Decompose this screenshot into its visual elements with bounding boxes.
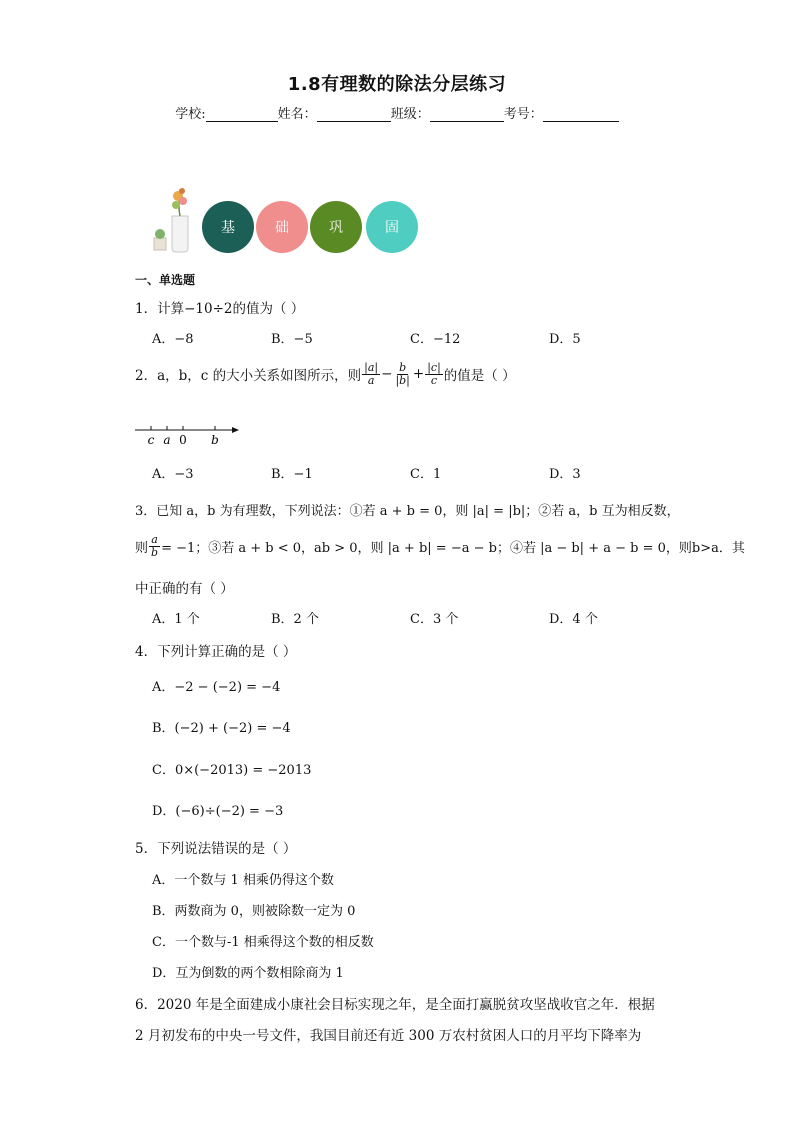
q4-option-a[interactable]: A．−2 − (−2) = −4	[152, 680, 281, 695]
vase-plant-icon	[150, 186, 200, 256]
q4-option-c[interactable]: C．0×(−2013) = −2013	[152, 763, 312, 778]
q2-option-d[interactable]: D．3	[549, 467, 581, 482]
question-2-stem	[135, 362, 516, 386]
axis-label-b: b	[211, 433, 219, 447]
student-info-line	[0, 103, 794, 122]
q3-option-a[interactable]: A．1 个	[152, 612, 200, 627]
badge-circle-2	[256, 201, 308, 253]
question-3-line-1: 3．已知 a，b 为有理数，下列说法：①若 a + b = 0，则 |a| = |b|；②若 a，b 互为相反数，	[135, 504, 680, 519]
question-3-line-3: 中正确的有（ ）	[135, 581, 234, 597]
q2-stem-start: 2．a，b，c 的大小关系如图所示，则	[135, 368, 362, 385]
question-4-stem: 4．下列计算正确的是（ ）	[135, 644, 297, 660]
class-label: 班级：	[390, 107, 430, 122]
q5-option-c[interactable]: C．一个数与-1 相乘得这个数的相反数	[152, 935, 374, 950]
badge-circle-3	[310, 201, 362, 253]
question-3-line-2	[135, 534, 745, 558]
q1-option-d[interactable]: D．5	[549, 332, 581, 347]
school-label: 学校:	[175, 107, 206, 122]
class-blank[interactable]	[430, 109, 504, 122]
q3-fraction: $\frac{a}{b}$	[151, 533, 159, 559]
q1-option-b[interactable]: B．−5	[271, 332, 313, 347]
q1-option-c[interactable]: C．−12	[410, 332, 461, 347]
question-6-line-2: 2 月初发布的中央一号文件，我国目前还有近 300 万农村贫困人口的月平均下降率为	[135, 1028, 642, 1044]
q3-line2-start: 则	[135, 540, 149, 556]
name-blank[interactable]	[317, 109, 391, 122]
q2-minus-sign: −	[381, 366, 393, 383]
q2-fraction-2: $\frac{b}{|b|}$	[395, 361, 410, 387]
question-5-stem: 5．下列说法错误的是（ ）	[135, 841, 297, 857]
name-label: 姓名：	[277, 107, 317, 122]
q5-option-b[interactable]: B．两数商为 0，则被除数一定为 0	[152, 904, 356, 919]
q2-stem-end: 的值是（ ）	[443, 368, 516, 385]
q5-option-a[interactable]: A．一个数与 1 相乘仍得这个数	[152, 873, 334, 888]
q2-option-a[interactable]: A．−3	[152, 467, 194, 482]
q3-option-c[interactable]: C．3 个	[410, 612, 459, 627]
q1-option-a[interactable]: A．−8	[152, 332, 194, 347]
q2-number-line	[135, 420, 245, 448]
question-6-line-1: 6．2020 年是全面建成小康社会目标实现之年，是全面打赢脱贫攻坚战收官之年．根据	[135, 997, 655, 1013]
exam-blank[interactable]	[543, 109, 619, 122]
q5-option-d[interactable]: D．互为倒数的两个数相除商为 1	[152, 966, 344, 981]
axis-label-c: c	[147, 433, 155, 447]
q3-option-d[interactable]: D．4 个	[549, 612, 598, 627]
section-heading: 一、单选题	[135, 273, 196, 287]
badge-char-4: 固	[385, 220, 399, 236]
q2-option-c[interactable]: C．1	[410, 467, 442, 482]
q2-option-b[interactable]: B．−1	[271, 467, 313, 482]
badge-circle-4	[366, 201, 418, 253]
q3-line2-end: = −1；③若 a + b < 0，ab > 0，则 |a + b| = −a − b；④若 |a − b| + a − b = 0，则b>a．其	[161, 540, 745, 556]
badge-char-1: 基	[221, 220, 235, 236]
school-blank[interactable]	[206, 109, 278, 122]
q4-option-d[interactable]: D．(−6)÷(−2) = −3	[152, 804, 284, 819]
page-title: 1.8有理数的除法分层练习	[287, 74, 507, 95]
q3-option-b[interactable]: B．2 个	[271, 612, 319, 627]
q4-option-b[interactable]: B．(−2) + (−2) = −4	[152, 721, 291, 736]
axis-label-a: a	[163, 433, 171, 447]
q2-fraction-3: $\frac{|c|}{c}$	[427, 361, 441, 387]
badge-circle-1	[202, 201, 254, 253]
badge-char-3: 巩	[329, 220, 343, 236]
question-1-stem: 1．计算−10÷2的值为（ ）	[135, 301, 305, 317]
q2-fraction-1: $\frac{|a|}{a}$	[364, 361, 379, 387]
axis-label-zero: 0	[179, 433, 187, 447]
exam-label: 考号：	[503, 107, 543, 122]
q2-plus-sign: +	[412, 366, 425, 383]
badge-char-2: 础	[275, 220, 289, 236]
